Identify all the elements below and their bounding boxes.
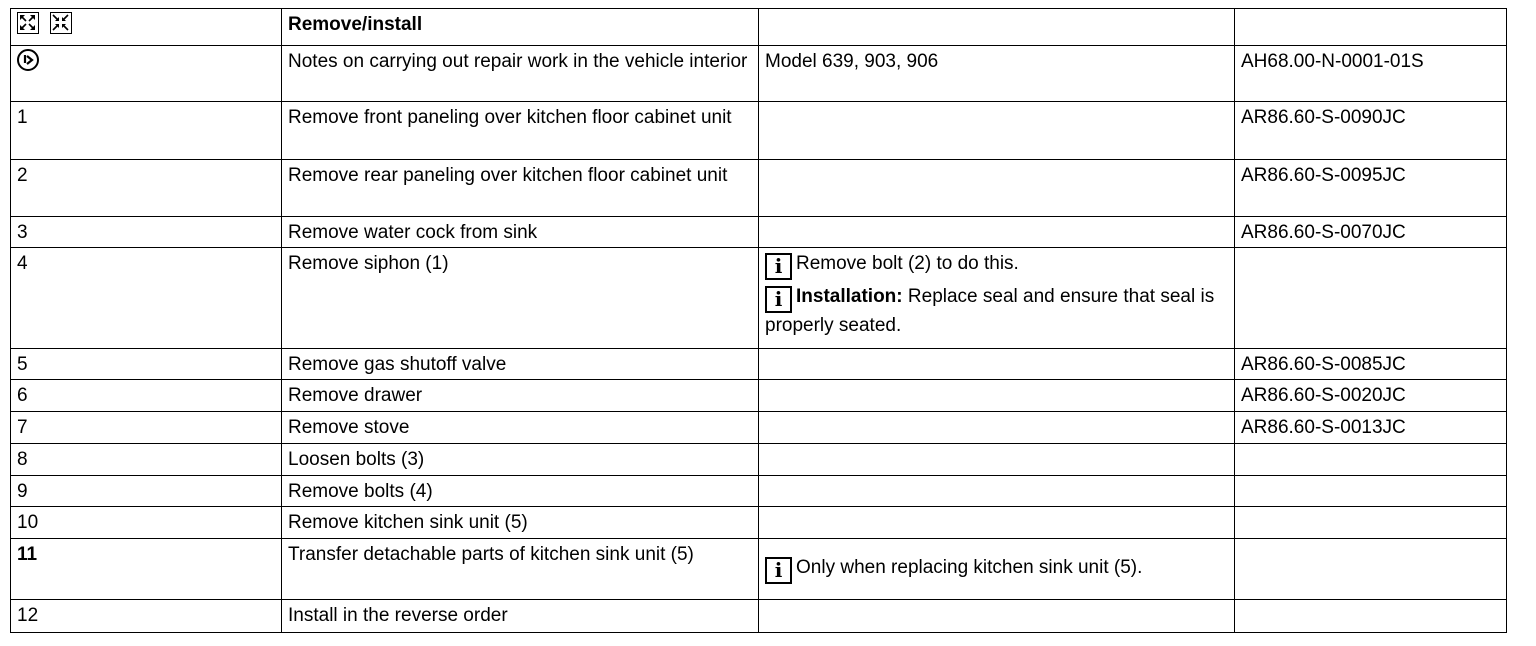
step-number: 3 xyxy=(11,217,282,248)
info-icon: i xyxy=(765,286,792,313)
step-text: Remove front paneling over kitchen floor cabinet unit xyxy=(282,102,759,160)
step-ref-link[interactable]: AR86.60-S-0095JC xyxy=(1235,160,1507,217)
collapse-icon[interactable] xyxy=(50,12,72,34)
table-row xyxy=(11,444,1507,476)
step-number: 8 xyxy=(11,444,282,476)
step-note-cell xyxy=(759,160,1235,217)
expand-icon[interactable] xyxy=(17,12,39,34)
notes-icon xyxy=(17,49,39,71)
step-text: Remove gas shutoff valve xyxy=(282,349,759,380)
notes-ref-link[interactable]: AH68.00-N-0001-01S xyxy=(1235,46,1507,102)
step-note-cell xyxy=(759,217,1235,248)
step-number: 7 xyxy=(11,412,282,444)
table-row xyxy=(11,102,1507,160)
step-text: Remove water cock from sink xyxy=(282,217,759,248)
step-number: 12 xyxy=(11,600,282,633)
step-text: Loosen bolts (3) xyxy=(282,444,759,476)
procedure-table xyxy=(10,8,1507,633)
step-number: 9 xyxy=(11,476,282,507)
step-note-cell xyxy=(759,600,1235,633)
step-ref-link[interactable] xyxy=(1235,539,1507,600)
info-icon: i xyxy=(765,557,792,584)
notes-model: Model 639, 903, 906 xyxy=(759,46,1235,102)
step-ref-link[interactable] xyxy=(1235,444,1507,476)
step-ref-link[interactable]: AR86.60-S-0070JC xyxy=(1235,217,1507,248)
header-icons-cell xyxy=(11,9,282,46)
step-note-cell xyxy=(759,102,1235,160)
table-row xyxy=(11,600,1507,633)
step-text: Transfer detachable parts of kitchen sink unit (5) xyxy=(282,539,759,600)
step-text: Remove siphon (1) xyxy=(282,248,759,349)
table-row xyxy=(11,349,1507,380)
step-number: 5 xyxy=(11,349,282,380)
notes-row xyxy=(11,46,1507,102)
step-note-cell xyxy=(759,507,1235,539)
table-row xyxy=(11,160,1507,217)
table-row xyxy=(11,476,1507,507)
step-text: Install in the reverse order xyxy=(282,600,759,633)
header-row xyxy=(11,9,1507,46)
table-row xyxy=(11,539,1507,600)
step-text: Remove drawer xyxy=(282,380,759,412)
step-note xyxy=(765,555,1229,584)
step-note-cell xyxy=(759,248,1235,349)
header-title: Remove/install xyxy=(282,9,759,46)
step-number: 2 xyxy=(11,160,282,217)
step-number: 4 xyxy=(11,248,282,349)
note-text: Remove bolt (2) to do this. xyxy=(796,253,1019,274)
notes-icon-cell xyxy=(11,46,282,102)
info-icon: i xyxy=(765,253,792,280)
step-ref-link[interactable]: AR86.60-S-0020JC xyxy=(1235,380,1507,412)
note-label: Installation: xyxy=(796,286,903,307)
step-ref-link[interactable] xyxy=(1235,600,1507,633)
notes-text: Notes on carrying out repair work in the vehicle interior xyxy=(282,46,759,102)
step-note-cell xyxy=(759,412,1235,444)
step-note-cell xyxy=(759,444,1235,476)
step-note-cell xyxy=(759,539,1235,600)
note-text: Replace seal and ensure that seal is properly seated. xyxy=(765,286,1215,336)
step-number: 1 xyxy=(11,102,282,160)
table-row xyxy=(11,380,1507,412)
step-ref-link[interactable] xyxy=(1235,248,1507,349)
step-text: Remove bolts (4) xyxy=(282,476,759,507)
note-text: Only when replacing kitchen sink unit (5). xyxy=(796,557,1143,578)
step-note-cell xyxy=(759,476,1235,507)
table-row xyxy=(11,412,1507,444)
step-number: 10 xyxy=(11,507,282,539)
step-ref-link[interactable] xyxy=(1235,476,1507,507)
step-number: 11 xyxy=(11,539,282,600)
step-ref-link[interactable] xyxy=(1235,507,1507,539)
table-row xyxy=(11,217,1507,248)
table-row xyxy=(11,507,1507,539)
step-note xyxy=(765,284,1229,338)
step-text: Remove stove xyxy=(282,412,759,444)
header-empty-cell xyxy=(759,9,1235,46)
step-ref-link[interactable]: AR86.60-S-0013JC xyxy=(1235,412,1507,444)
step-ref-link[interactable]: AR86.60-S-0090JC xyxy=(1235,102,1507,160)
step-text: Remove rear paneling over kitchen floor cabinet unit xyxy=(282,160,759,217)
step-note-cell xyxy=(759,349,1235,380)
step-number: 6 xyxy=(11,380,282,412)
table-row xyxy=(11,248,1507,349)
step-note-cell xyxy=(759,380,1235,412)
step-ref-link[interactable]: AR86.60-S-0085JC xyxy=(1235,349,1507,380)
step-note xyxy=(765,251,1229,280)
header-empty-cell xyxy=(1235,9,1507,46)
step-text: Remove kitchen sink unit (5) xyxy=(282,507,759,539)
